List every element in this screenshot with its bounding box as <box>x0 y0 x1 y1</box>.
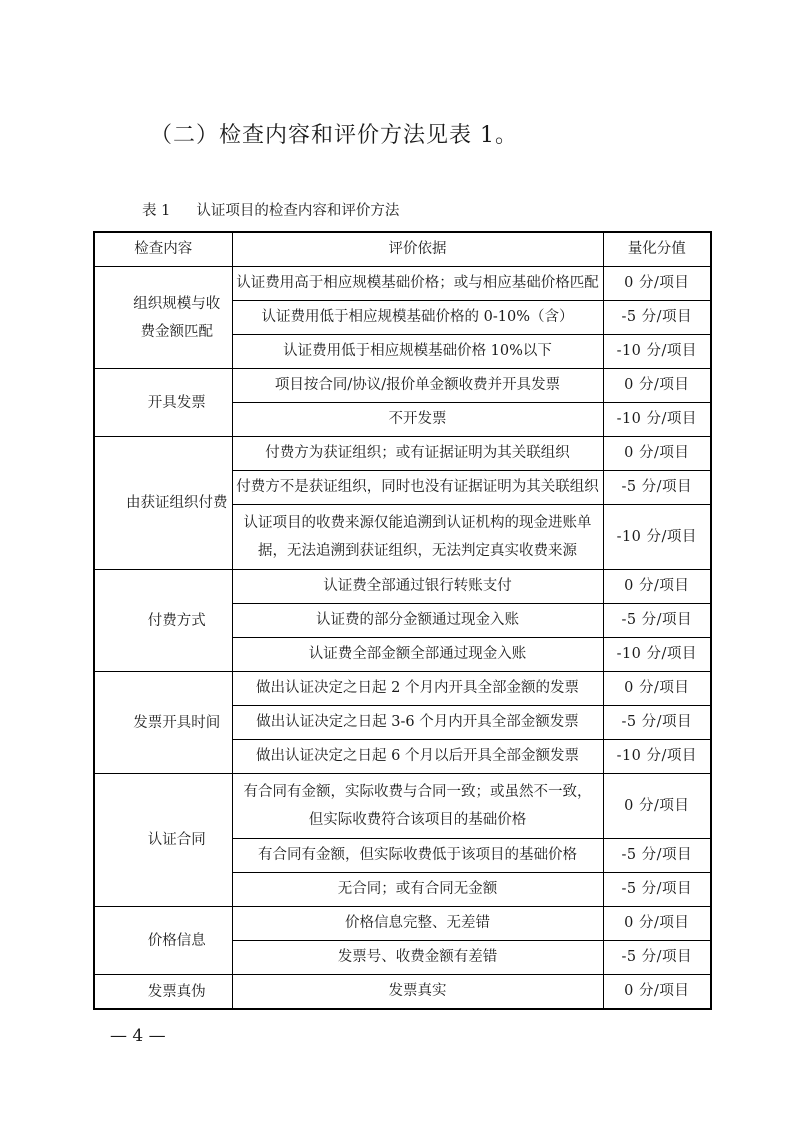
score-cell: -10 分/项目 <box>603 740 711 774</box>
page-number: — 4 — <box>110 1026 166 1046</box>
table-row <box>94 570 711 604</box>
table-row <box>94 369 711 403</box>
table-caption-label: 表 1 <box>142 203 171 219</box>
table-row <box>94 774 711 839</box>
score-cell: -10 分/项目 <box>603 505 711 570</box>
header-evaluation-basis: 评价依据 <box>232 232 603 267</box>
basis-cell: 发票号、收费金额有差错 <box>232 941 603 975</box>
score-cell: -5 分/项目 <box>603 706 711 740</box>
category-cell: 价格信息 <box>122 907 232 975</box>
basis-cell: 认证费用低于相应规模基础价格的 0-10%（含） <box>232 301 603 335</box>
evaluation-table <box>93 231 712 1010</box>
row-marker-cell <box>94 369 122 437</box>
score-cell: 0 分/项目 <box>603 267 711 301</box>
basis-cell: 认证费用高于相应规模基础价格；或与相应基础价格匹配 <box>232 267 603 301</box>
score-cell: 0 分/项目 <box>603 975 711 1010</box>
row-marker-cell <box>94 570 122 672</box>
table-row <box>94 672 711 706</box>
score-cell: -5 分/项目 <box>603 471 711 505</box>
basis-cell: 无合同；或有合同无金额 <box>232 873 603 907</box>
basis-cell: 有合同有金额，但实际收费低于该项目的基础价格 <box>232 839 603 873</box>
score-cell: 0 分/项目 <box>603 672 711 706</box>
basis-cell: 项目按合同/协议/报价单金额收费并开具发票 <box>232 369 603 403</box>
basis-cell: 做出认证决定之日起 3-6 个月内开具全部金额发票 <box>232 706 603 740</box>
table-header <box>94 232 711 267</box>
score-cell: 0 分/项目 <box>603 437 711 471</box>
row-marker-cell <box>94 672 122 774</box>
score-cell: -5 分/项目 <box>603 941 711 975</box>
basis-cell: 认证费全部通过银行转账支付 <box>232 570 603 604</box>
score-cell: -5 分/项目 <box>603 873 711 907</box>
category-cell: 开具发票 <box>122 369 232 437</box>
table-body <box>94 267 711 1010</box>
table-row <box>94 267 711 301</box>
table-caption <box>142 199 399 220</box>
score-cell: -5 分/项目 <box>603 604 711 638</box>
header-score: 量化分值 <box>603 232 711 267</box>
basis-cell: 价格信息完整、无差错 <box>232 907 603 941</box>
category-cell: 组织规模与收费金额匹配 <box>122 267 232 369</box>
basis-cell: 认证项目的收费来源仅能追溯到认证机构的现金进账单据，无法追溯到获证组织，无法判定真实收费来源 <box>232 505 603 570</box>
basis-cell: 有合同有金额，实际收费与合同一致；或虽然不一致，但实际收费符合该项目的基础价格 <box>232 774 603 839</box>
table-row <box>94 975 711 1010</box>
category-cell: 认证合同 <box>122 774 232 907</box>
score-cell: 0 分/项目 <box>603 774 711 839</box>
section-heading: （二）检查内容和评价方法见表 1。 <box>150 123 518 148</box>
basis-cell: 认证费用低于相应规模基础价格 10%以下 <box>232 335 603 369</box>
basis-cell: 发票真实 <box>232 975 603 1010</box>
basis-cell: 做出认证决定之日起 2 个月内开具全部金额的发票 <box>232 672 603 706</box>
table-row <box>94 437 711 471</box>
score-cell: 0 分/项目 <box>603 570 711 604</box>
row-marker-cell <box>94 975 122 1010</box>
row-marker-cell <box>94 437 122 570</box>
score-cell: -10 分/项目 <box>603 335 711 369</box>
basis-cell: 付费方为获证组织；或有证据证明为其关联组织 <box>232 437 603 471</box>
category-cell: 发票真伪 <box>122 975 232 1010</box>
basis-cell: 认证费全部金额全部通过现金入账 <box>232 638 603 672</box>
table-header-row <box>94 232 711 267</box>
row-marker-cell <box>94 267 122 369</box>
score-cell: 0 分/项目 <box>603 369 711 403</box>
basis-cell: 付费方不是获证组织，同时也没有证据证明为其关联组织 <box>232 471 603 505</box>
category-cell: 由获证组织付费 <box>122 437 232 570</box>
basis-cell: 认证费的部分金额通过现金入账 <box>232 604 603 638</box>
score-cell: -5 分/项目 <box>603 301 711 335</box>
score-cell: -5 分/项目 <box>603 839 711 873</box>
row-marker-cell <box>94 774 122 907</box>
table-caption-title: 认证项目的检查内容和评价方法 <box>196 203 400 219</box>
score-cell: -10 分/项目 <box>603 638 711 672</box>
category-cell: 付费方式 <box>122 570 232 672</box>
row-marker-cell <box>94 907 122 975</box>
score-cell: -10 分/项目 <box>603 403 711 437</box>
basis-cell: 不开发票 <box>232 403 603 437</box>
category-cell: 发票开具时间 <box>122 672 232 774</box>
table-row <box>94 907 711 941</box>
header-check-content: 检查内容 <box>94 232 232 267</box>
basis-cell: 做出认证决定之日起 6 个月以后开具全部金额发票 <box>232 740 603 774</box>
score-cell: 0 分/项目 <box>603 907 711 941</box>
